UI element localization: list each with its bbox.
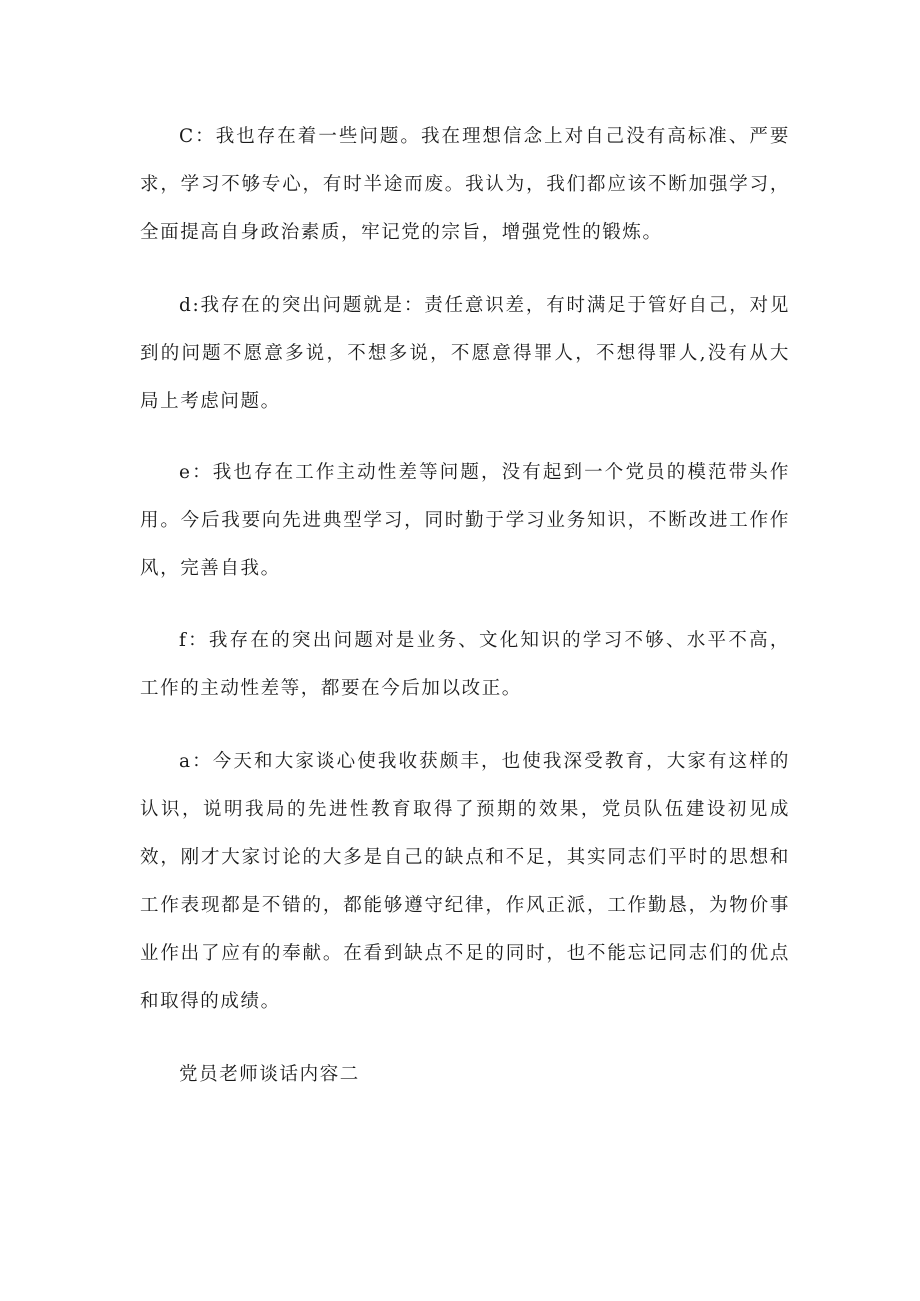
paragraph-c: C：我也存在着一些问题。我在理想信念上对自己没有高标准、严要求，学习不够专心，有时半途而废。我认为，我们都应该不断加强学习，全面提高自身政治素质，牢记党的宗旨，增强党性的锻炼。 [140,126,790,243]
paragraph-d: d:我存在的突出问题就是：责任意识差，有时满足于管好自己，对见到的问题不愿意多说，不想多说，不愿意得罪人，不想得罪人,没有从大局上考虑问题。 [140,295,790,412]
paragraph-e: e：我也存在工作主动性差等问题，没有起到一个党员的模范带头作用。今后我要向先进典型学习，同时勤于学习业务知识，不断改进工作作风，完善自我。 [140,462,790,579]
paragraph-a: a：今天和大家谈心使我收获颇丰，也使我深受教育，大家有这样的认识，说明我局的先进性教育取得了预期的效果，党员队伍建设初见成效，刚才大家讨论的大多是自己的缺点和不足，其实同志们平时的思想和工作表现都是不错的，都能够遵守纪律，作风正派，工作勤恳，为物价事业作出了应有的奉献。在看到缺点不足的同时，也不能忘记同志们的优点和取得的成绩。 [140,751,790,1012]
section-heading: 党员老师谈话内容二 [179,1064,360,1085]
paragraph-f: f：我存在的突出问题对是业务、文化知识的学习不够、水平不高，工作的主动性差等，都要在今后加以改正。 [140,630,790,699]
